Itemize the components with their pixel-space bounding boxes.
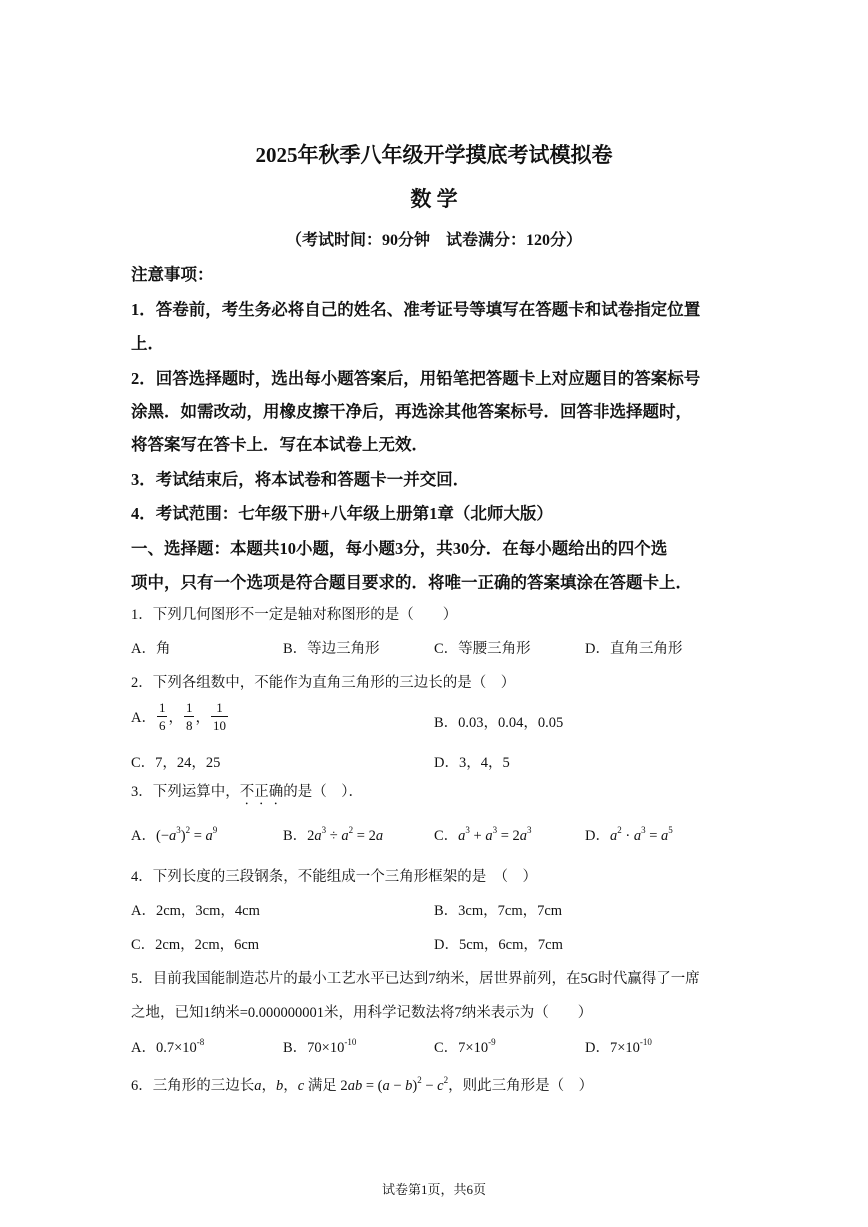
q5-line2: 之地，已知1纳米=0.000000001米，用科学记数法将7纳米表示为（ ） bbox=[131, 1005, 593, 1021]
q2-option-b: B．0.03，0.04，0.05 bbox=[434, 715, 564, 731]
notice-heading: 注意事项： bbox=[131, 265, 214, 284]
section1-line2: 项中，只有一个选项是符合题目要求的．将唯一正确的答案填涂在答题卡上． bbox=[131, 573, 692, 592]
q2-option-a-label: A． bbox=[131, 710, 156, 726]
page-footer: 试卷第1页，共6页 bbox=[381, 1182, 486, 1197]
q5-option-a: A．$0.7\times 10^{-8}$ bbox=[131, 1037, 205, 1056]
notice-item-3: 3．考试结束后，将本试卷和答题卡一并交回． bbox=[131, 470, 470, 489]
q2-option-c: C．7，24，25 bbox=[131, 755, 221, 771]
notice-item-2-line3: 将答案写在答卡上．写在本试卷上无效． bbox=[131, 435, 428, 454]
q4-option-d: D．5cm，6cm，7cm bbox=[434, 937, 563, 953]
q3-emphasis: 不正确 bbox=[239, 784, 284, 800]
q5-option-c: C．$7\times 10^{-9}$ bbox=[434, 1037, 496, 1056]
notice-item-4: 4．考试范围：七年级下册+八年级上册第1章（北师大版） bbox=[131, 504, 553, 523]
notice-item-2-line1: 2．回答选择题时，选出每小题答案后，用铅笔把答题卡上对应题目的答案标号 bbox=[131, 369, 701, 388]
q2-fraction-2: $\frac{1}{8}$ bbox=[185, 700, 193, 733]
notice-item-1-line1: 1．答卷前，考生务必将自己的姓名、准考证号等填写在答题卡和试卷指定位置 bbox=[131, 300, 701, 319]
q5-option-b: B．$70\times 10^{-10}$ bbox=[283, 1037, 357, 1056]
q2-option-d: D．3，4，5 bbox=[434, 755, 510, 771]
section1-line1: 一、选择题：本题共10小题，每小题3分，共30分．在每小题给出的四个选 bbox=[131, 539, 668, 558]
q1-option-a: A．角 bbox=[131, 641, 171, 657]
q3-stem: 3．下列运算中，不正确的是（ ）． bbox=[131, 784, 363, 800]
exam-info: （考试时间：90分钟 试卷满分：120分） bbox=[285, 232, 582, 249]
q4-option-b: B．3cm，7cm，7cm bbox=[434, 903, 563, 919]
q2-stem: 2．下列各组数中，不能作为直角三角形的三边长的是（ ） bbox=[131, 675, 516, 691]
q3-option-b: B．$2a^3 \div a^2 = 2a$ bbox=[283, 825, 384, 844]
q2-option-a: A． $\frac{1}{6}$ ， $\frac{1}{8}$ ， $\frac{1}{10}$ bbox=[131, 700, 226, 733]
q1-option-d: D．直角三角形 bbox=[585, 641, 683, 657]
q5-option-d: D．$7\times 10^{-10}$ bbox=[585, 1037, 652, 1056]
q1-option-b: B．等边三角形 bbox=[283, 641, 380, 657]
q1-stem: 1．下列几何图形不一定是轴对称图形的是（ ） bbox=[131, 607, 458, 623]
q6-stem: 6．三角形的三边长a，b，c 满足 $2ab = (a - b)^2 - c^2$，则此三角形是（ ） bbox=[131, 1075, 594, 1094]
q4-stem: 4．下列长度的三段钢条，不能组成一个三角形框架的是 （ ） bbox=[131, 869, 537, 885]
notice-item-1-line2: 上． bbox=[131, 334, 164, 353]
q3-option-a: A．$(-a^3)^2 = a^9$ bbox=[131, 825, 218, 844]
q3-option-c: C．$a^3 + a^3 = 2a^3$ bbox=[434, 825, 532, 844]
q5-line1: 5．目前我国能制造芯片的最小工艺水平已达到7纳米，居世界前列，在5G时代赢得了一席 bbox=[131, 971, 700, 987]
q2-fraction-3: $\frac{1}{10}$ bbox=[212, 700, 226, 733]
q3-option-d: D．$a^2 \cdot a^3 = a^5$ bbox=[585, 825, 673, 844]
q4-option-c: C．2cm，2cm，6cm bbox=[131, 937, 260, 953]
exam-title: 2025年秋季八年级开学摸底考试模拟卷 bbox=[255, 143, 613, 167]
notice-item-2-line2: 涂黑．如需改动，用橡皮擦干净后，再选涂其他答案标号．回答非选择题时， bbox=[131, 402, 692, 421]
q4-option-a: A．2cm，3cm，4cm bbox=[131, 903, 260, 919]
q1-option-c: C．等腰三角形 bbox=[434, 641, 531, 657]
subject-title: 数 学 bbox=[410, 187, 458, 211]
q2-fraction-1: $\frac{1}{6}$ bbox=[158, 700, 166, 733]
